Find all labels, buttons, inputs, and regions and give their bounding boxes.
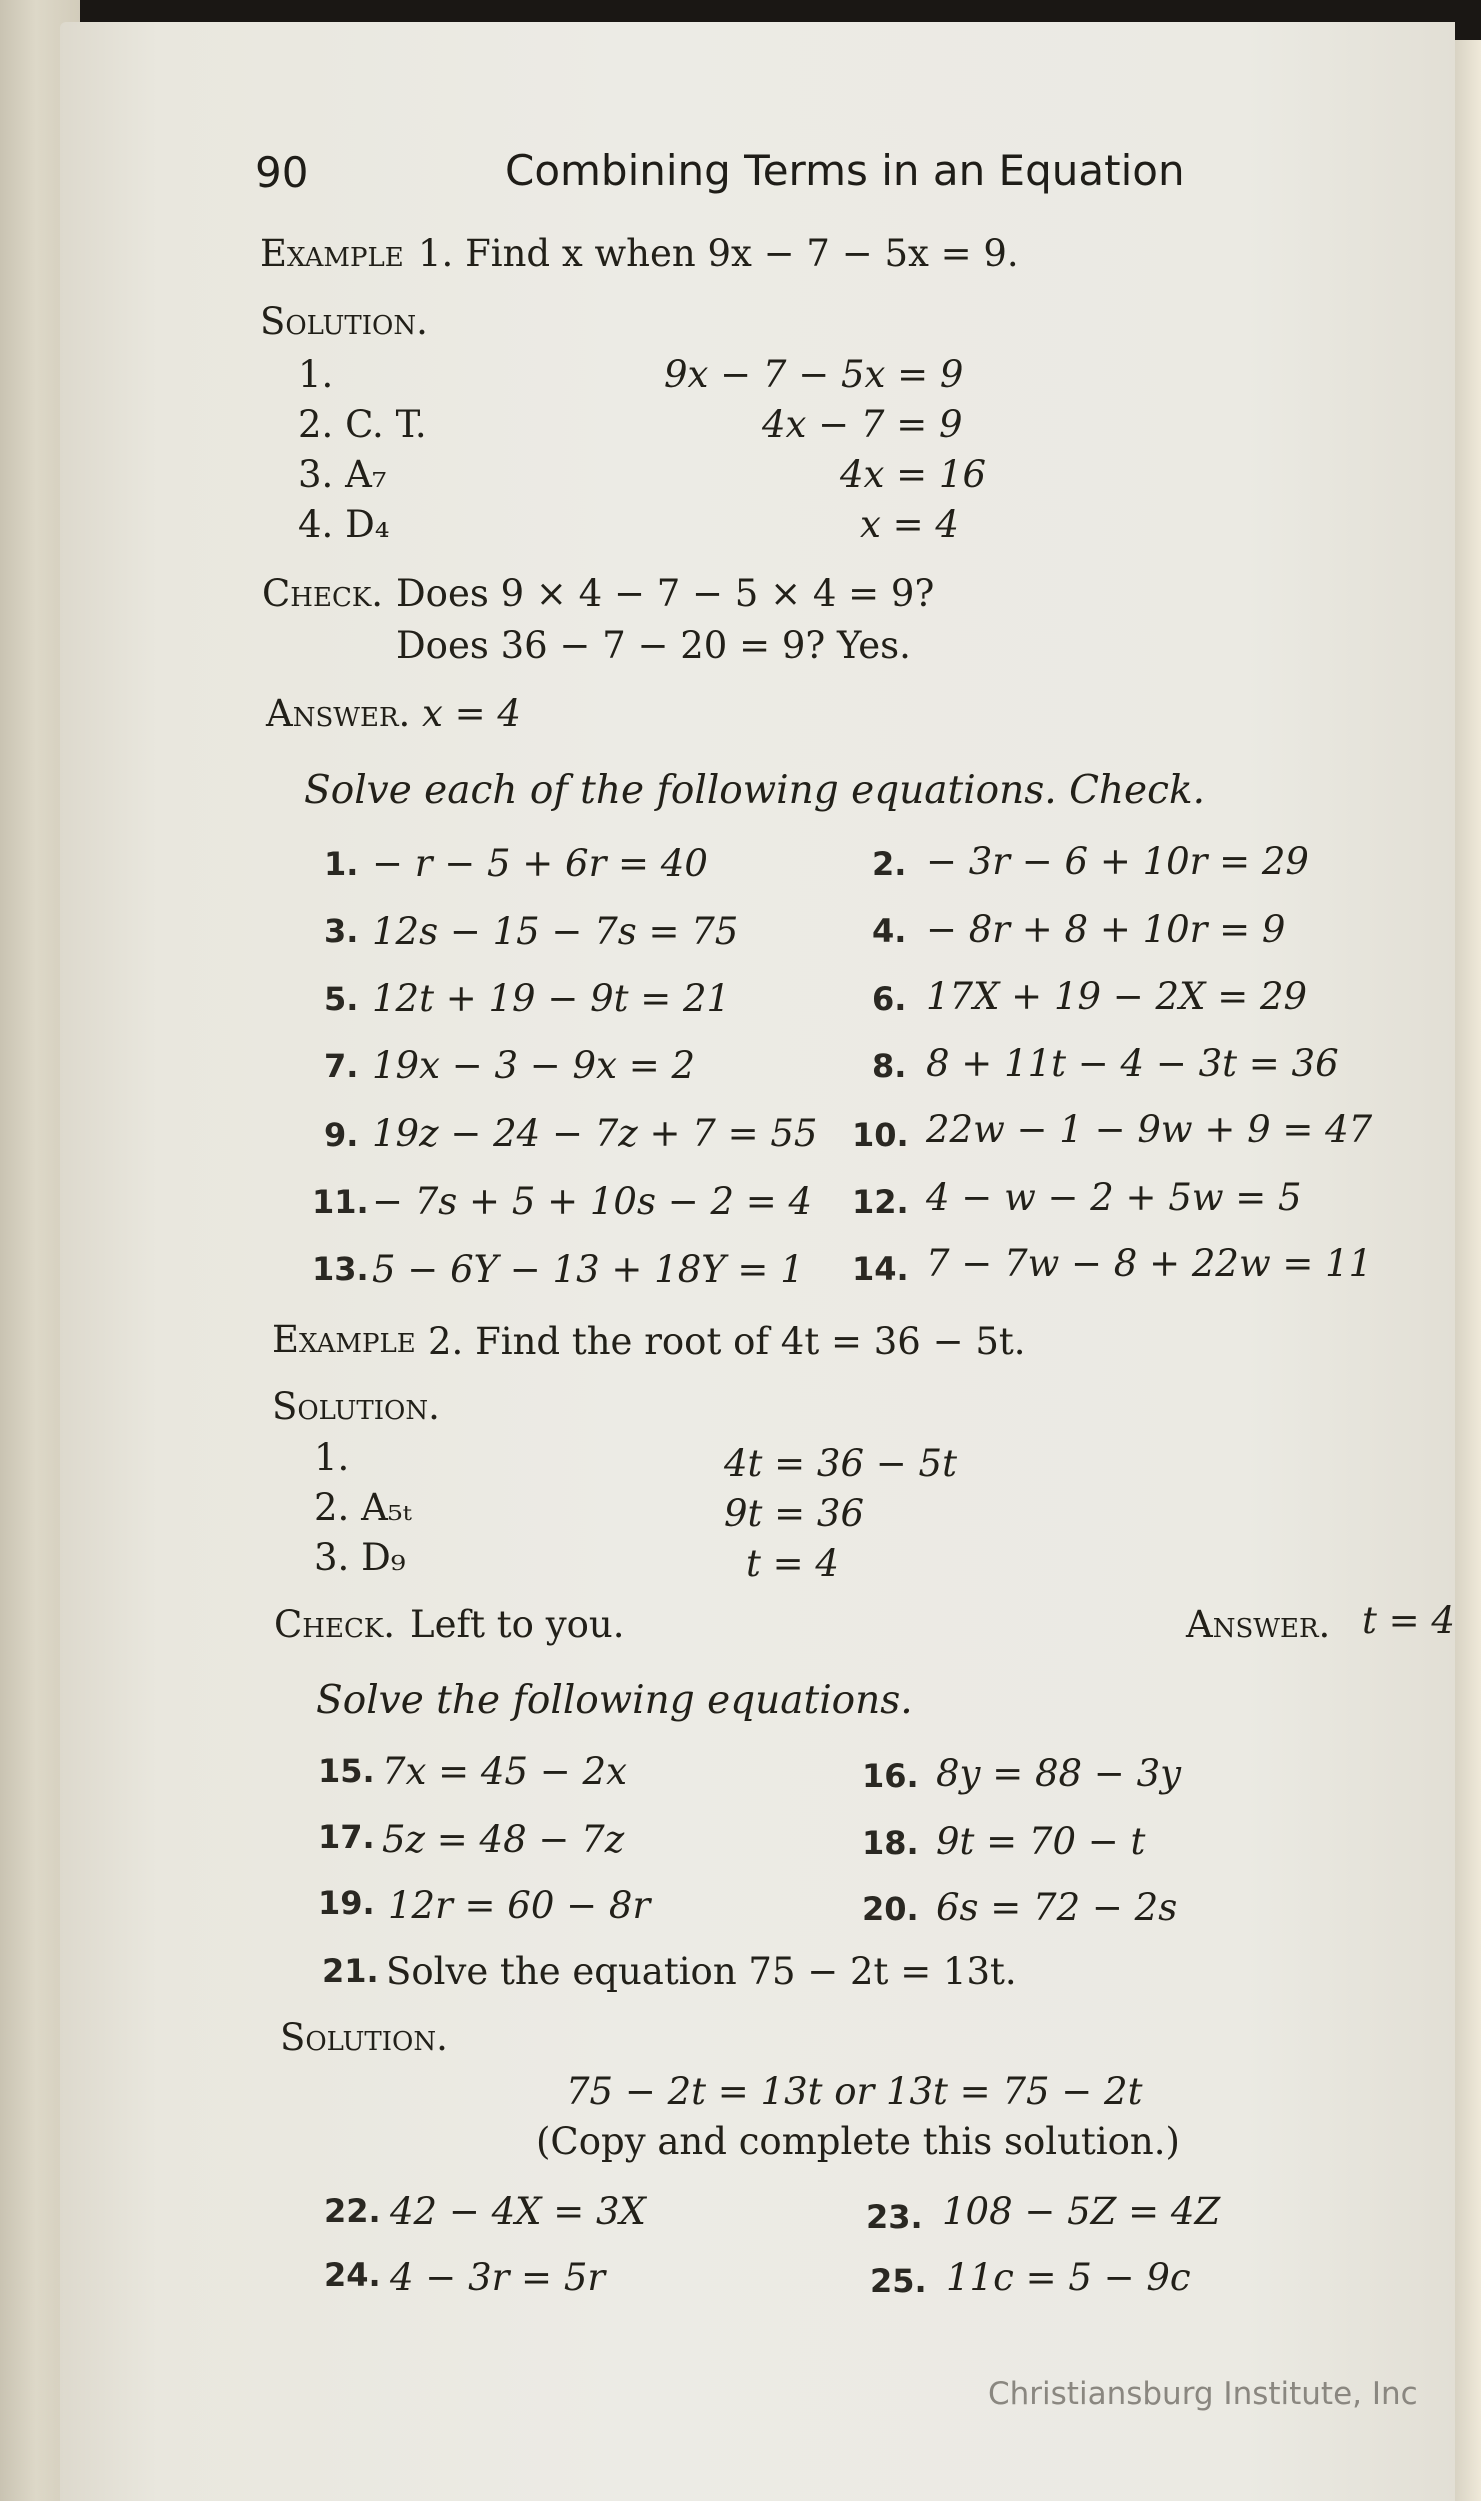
exercise-equation: 8y = 88 − 3y: [936, 1752, 1182, 1795]
exercise-equation: 7x = 45 − 2x: [382, 1750, 627, 1793]
exercise-equation: − 3r − 6 + 10r = 29: [926, 840, 1309, 883]
exercise-set2-instruction: Solve the following equations.: [316, 1678, 913, 1723]
exercise-number: 15.: [318, 1752, 375, 1790]
example1-check-line: Does 9 × 4 − 7 − 5 × 4 = 9?: [396, 572, 935, 615]
exercise-number: 11.: [312, 1183, 369, 1221]
example2-check-label: Check.: [274, 1603, 396, 1646]
example2-step-eq: 4t = 36 − 5t: [724, 1442, 957, 1485]
exercise-number: 18.: [862, 1824, 919, 1862]
exercise-equation: 4 − 3r = 5r: [390, 2256, 606, 2299]
exercise-set1-instruction: Solve each of the following equations. Check.: [304, 768, 1205, 813]
exercise-equation: 42 − 4X = 3X: [390, 2190, 646, 2233]
exercise-number: 19.: [318, 1884, 375, 1922]
exercise-number: 5.: [324, 980, 359, 1018]
exercise-number: 20.: [862, 1890, 919, 1928]
example1-step-label: 3. A₇: [298, 453, 387, 496]
exercise-equation: 8 + 11t − 4 − 3t = 36: [926, 1042, 1339, 1085]
exercise-equation: 12s − 15 − 7s = 75: [372, 910, 739, 953]
exercise-number: 2.: [872, 845, 907, 883]
exercise-equation: − r − 5 + 6r = 40: [372, 842, 708, 885]
example2-answer: t = 4: [1362, 1599, 1455, 1642]
example1-step-eq: x = 4: [860, 503, 959, 546]
page-number: 90: [255, 148, 309, 197]
exercise-number: 1.: [324, 845, 359, 883]
exercise-equation: 11c = 5 − 9c: [946, 2256, 1191, 2299]
page-title: Combining Terms in an Equation: [505, 146, 1185, 195]
example2-step-eq: t = 4: [746, 1542, 839, 1585]
exercise-number: 9.: [324, 1116, 359, 1154]
exercise-number: 7.: [324, 1047, 359, 1085]
exercise-number: 6.: [872, 980, 907, 1018]
exercise-number: 16.: [862, 1757, 919, 1795]
example2-solution-label: Solution.: [272, 1385, 440, 1428]
exercise-number: 25.: [870, 2262, 927, 2300]
exercise-number: 14.: [852, 1250, 909, 1288]
exercise-equation: − 7s + 5 + 10s − 2 = 4: [372, 1180, 813, 1223]
exercise-equation: 12t + 19 − 9t = 21: [372, 977, 731, 1020]
example1-solution-label: Solution.: [260, 300, 428, 343]
example2-label: Example: [272, 1318, 416, 1361]
example1-label: Example: [260, 232, 404, 275]
example1-step-label: 4. D₄: [298, 503, 390, 546]
example2-step-label: 3. D₉: [314, 1536, 406, 1579]
exercise-equation: 5 − 6Y − 13 + 18Y = 1: [372, 1248, 804, 1291]
exercise-equation: − 8r + 8 + 10r = 9: [926, 908, 1286, 951]
exercise-21-text: Solve the equation 75 − 2t = 13t.: [386, 1950, 1017, 1993]
exercise-number: 4.: [872, 912, 907, 950]
exercise-number: 22.: [324, 2192, 381, 2230]
example2-check-text: Left to you.: [410, 1603, 625, 1646]
exercise-equation: 9t = 70 − t: [936, 1820, 1146, 1863]
exercise-equation: 22w − 1 − 9w + 9 = 47: [926, 1108, 1373, 1151]
example1-answer-label: Answer.: [266, 692, 411, 735]
example1-statement: 1. Find x when 9x − 7 − 5x = 9.: [418, 232, 1019, 275]
example1-check-label: Check.: [262, 572, 384, 615]
example1-step-eq: 9x − 7 − 5x = 9: [664, 353, 964, 396]
example2-answer-label: Answer.: [1186, 1603, 1331, 1646]
exercise-21-solution-note: (Copy and complete this solution.): [536, 2120, 1180, 2163]
exercise-21-solution-label: Solution.: [280, 2016, 448, 2059]
exercise-equation: 7 − 7w − 8 + 22w = 11: [926, 1242, 1373, 1285]
exercise-equation: 17X + 19 − 2X = 29: [926, 975, 1308, 1018]
exercise-equation: 6s = 72 − 2s: [936, 1886, 1178, 1929]
exercise-number: 23.: [866, 2198, 923, 2236]
exercise-number: 24.: [324, 2256, 381, 2294]
example2-step-label: 1.: [314, 1436, 350, 1479]
example1-step-label: 2. C. T.: [298, 403, 427, 446]
exercise-number: 13.: [312, 1250, 369, 1288]
example1-step-label: 1.: [298, 353, 334, 396]
example1-check-line: Does 36 − 7 − 20 = 9? Yes.: [396, 624, 911, 667]
example2-step-label: 2. A₅ₜ: [314, 1486, 412, 1529]
exercise-number: 12.: [852, 1183, 909, 1221]
example2-statement: 2. Find the root of 4t = 36 − 5t.: [428, 1320, 1026, 1363]
exercise-equation: 12r = 60 − 8r: [388, 1884, 651, 1927]
exercise-equation: 19x − 3 − 9x = 2: [372, 1044, 696, 1087]
exercise-number: 8.: [872, 1047, 907, 1085]
page-edge: [1455, 40, 1481, 2501]
exercise-equation: 5z = 48 − 7z: [382, 1818, 625, 1861]
example1-step-eq: 4x − 7 = 9: [762, 403, 963, 446]
exercise-equation: 19z − 24 − 7z + 7 = 55: [372, 1112, 818, 1155]
exercise-21-solution-line: 75 − 2t = 13t or 13t = 75 − 2t: [566, 2070, 1143, 2113]
exercise-number: 10.: [852, 1116, 909, 1154]
credit-caption: Christiansburg Institute, Inc: [988, 2376, 1418, 2412]
example1-step-eq: 4x = 16: [840, 453, 987, 496]
exercise-equation: 4 − w − 2 + 5w = 5: [926, 1176, 1302, 1219]
exercise-equation: 108 − 5Z = 4Z: [942, 2190, 1221, 2233]
exercise-number: 3.: [324, 912, 359, 950]
example1-answer: x = 4: [422, 692, 521, 735]
example2-step-eq: 9t = 36: [724, 1492, 865, 1535]
exercise-number: 17.: [318, 1818, 375, 1856]
exercise-number: 21.: [322, 1952, 379, 1990]
